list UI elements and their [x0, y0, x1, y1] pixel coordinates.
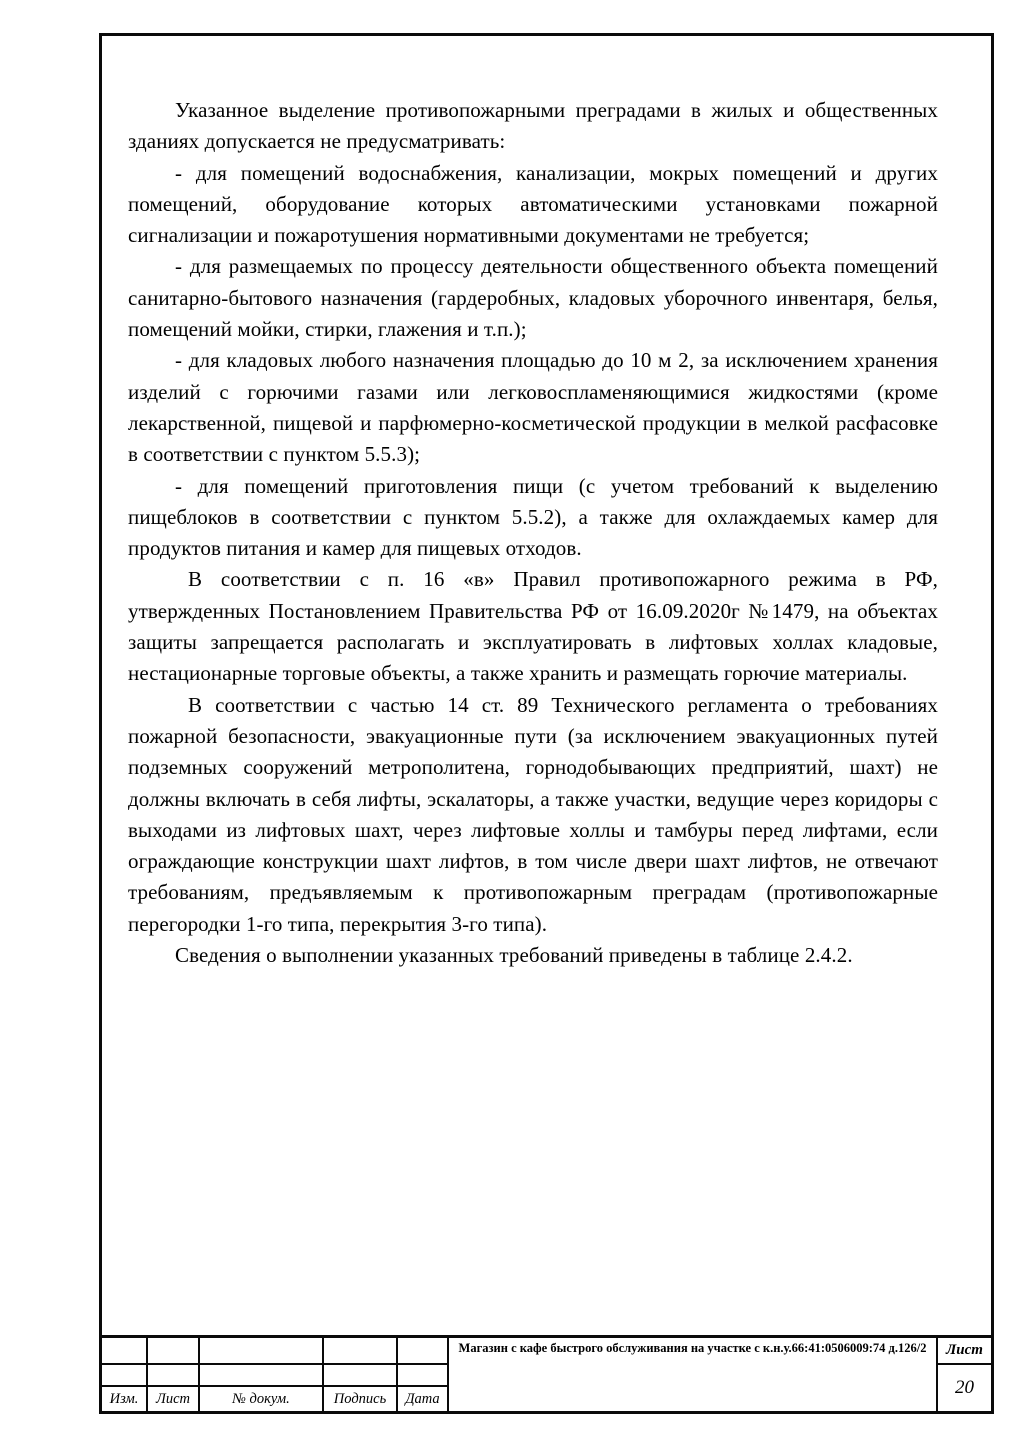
paragraph: В соответствии с п. 16 «в» Правил противопожарного режима в РФ, утвержденных Постановлением Правительства РФ от 16.09.2020г №1479, на объектах защиты запрещается располагать и эксплуатировать в лифтовых холлах кладовые, нестационарные торговые объекты, а также хранить и размещать горючие материалы.: [128, 567, 938, 686]
revision-cell-empty: [102, 1338, 146, 1363]
revision-cell-empty: [148, 1365, 198, 1385]
paragraph: - для размещаемых по процессу деятельности общественного объекта помещений санитарно-бытового назначения (гардеробных, кладовых уборочного инвентаря, белья, помещений мойки, стирки, глажения и т.п.);: [128, 254, 938, 342]
revision-cell-empty: [324, 1338, 396, 1363]
paragraph: Сведения о выполнении указанных требований приведены в таблице 2.4.2.: [175, 943, 853, 968]
sheet-number: 20: [938, 1365, 991, 1411]
revision-cell-empty: [398, 1338, 447, 1363]
column-header-data: Дата: [398, 1387, 447, 1411]
column-header-izm: Изм.: [102, 1387, 146, 1411]
revision-cell-empty: [324, 1365, 396, 1385]
paragraph: В соответствии с частью 14 ст. 89 Технического регламента о требованиях пожарной безопасности, эвакуационные пути (за исключением эвакуационных путей подземных сооружений метрополитена, горнодобывающих предприятий, шахт) не должны включать в себя лифты, эскалаторы, а также участки, ведущие через коридоры с выходами из лифтовых шахт, через лифтовые холлы и тамбуры перед лифтами, если ограждающие конструкции шахт лифтов, в том числе двери шахт лифтов, не отвечают требованиям, предъявляемым к противопожарным преградам (противопожарные перегородки 1-го типа, перекрытия 3-го типа).: [128, 692, 938, 936]
paragraph: - для помещений водоснабжения, канализации, мокрых помещений и других помещений, оборудование которых автоматическими установками пожарной сигнализации и пожаротушения нормативными документами не требуется;: [128, 160, 938, 248]
column-header-ndokum: № докум.: [200, 1387, 322, 1411]
body-text: [128, 95, 938, 971]
paragraph: Указанное выделение противопожарными преградами в жилых и общественных зданиях допускается не предусматривать:: [128, 98, 938, 154]
page-border-frame: [99, 33, 994, 1414]
title-block: [102, 1335, 991, 1411]
paragraph: - для помещений приготовления пищи (с учетом требований к выделению пищеблоков в соответствии с пунктом 5.5.2), а также для охлаждаемых камер для продуктов питания и камер для пищевых отходов.: [128, 473, 938, 561]
revision-cell-empty: [102, 1365, 146, 1385]
column-header-podpis: Подпись: [324, 1387, 396, 1411]
revision-cell-empty: [398, 1365, 447, 1385]
project-title: Магазин с кафе быстрого обслуживания на участке с к.н.у.66:41:0506009:74 д.126/2: [449, 1338, 936, 1411]
revision-cell-empty: [200, 1365, 322, 1385]
sheet-label: Лист: [938, 1338, 991, 1363]
revision-cell-empty: [148, 1338, 198, 1363]
revision-cell-empty: [200, 1338, 322, 1363]
paragraph: - для кладовых любого назначения площадью до 10 м 2, за исключением хранения изделий с горючими газами или легковоспламеняющимися жидкостями (кроме лекарственной, пищевой и парфюмерно-косметической продукции в мелкой расфасовке в соответствии с пунктом 5.5.3);: [128, 348, 938, 467]
column-header-list: Лист: [148, 1387, 198, 1411]
